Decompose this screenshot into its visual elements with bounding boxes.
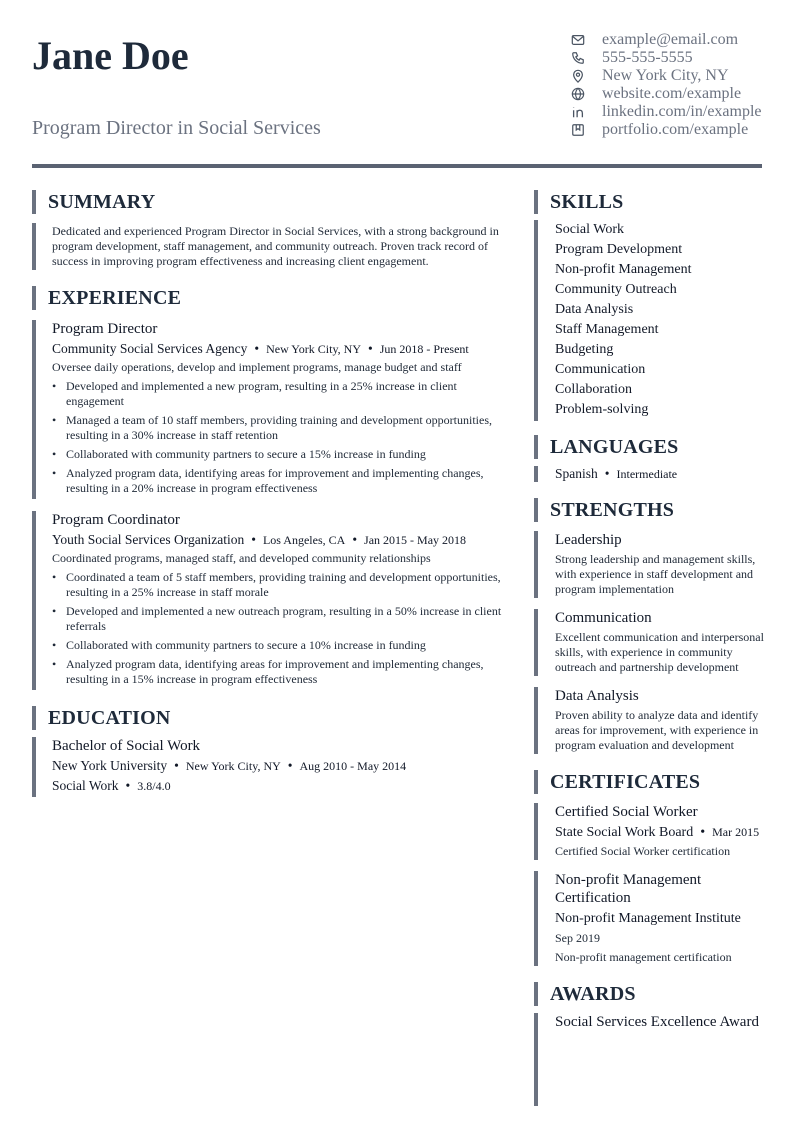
linkedin-icon [569,103,587,121]
job-org: Youth Social Services Organization [52,532,245,547]
experience-entry [32,320,512,499]
education-school: New York University [52,758,168,773]
certificate-date: Mar 2015 [712,825,760,839]
strength-entry [534,609,764,676]
certificate-title: Non-profit Management Certification [555,872,702,906]
job-bullet: • Collaborated with community partners to secure a 15% increase in funding [52,447,512,462]
language-name: Spanish [555,466,598,481]
contact-phone[interactable] [569,49,769,67]
job-dates: Jan 2015 - May 2018 [364,533,467,547]
education-gpa: 3.8/4.0 [137,779,171,793]
education-degree: Bachelor of Social Work [52,738,201,754]
education-dates: Aug 2010 - May 2014 [299,759,407,773]
skill-item: Budgeting [555,342,614,357]
education-meta: New York University • New York City, NY • Aug 2010 - May 2014 [52,758,407,773]
language-line: Spanish • Intermediate [555,466,678,481]
strength-description: Excellent communication and interpersonal skills, with experience in community outreach and partnership development [555,630,764,674]
contact-email-text: example@email.com [602,31,739,48]
header-divider [32,164,762,168]
awards-heading: AWARDS [534,982,764,1006]
skill-item: Problem-solving [555,402,649,417]
award-title: Social Services Excellence Award [555,1014,759,1030]
contact-website[interactable] [569,85,769,103]
candidate-name: Jane Doe [32,33,189,78]
job-bullet: • Collaborated with community partners to secure a 10% increase in funding [52,638,512,653]
contact-location [569,67,769,85]
right-column [534,190,764,1106]
contact-email[interactable] [569,31,769,49]
job-bullet: • Coordinated a team of 5 staff members, providing training and development opportunities, resulting in a 25% increase in staff morale [52,570,512,600]
skill-item: Communication [555,362,646,377]
contact-portfolio-text: portfolio.com/example [602,121,749,138]
job-bullet: • Developed and implemented a new outreach program, resulting in a 50% increase in client referrals [52,604,512,634]
language-level: Intermediate [616,467,678,481]
job-bullet: • Analyzed program data, identifying areas for improvement and implementing changes, resulting in a 15% increase in program effectiveness [52,657,512,687]
contact-location-text: New York City, NY [602,67,729,84]
certificate-description: Certified Social Worker certification [555,844,731,858]
certificates-heading: CERTIFICATES [534,770,764,794]
education-field: Social Work [52,778,119,793]
strength-entry [534,687,764,754]
mail-icon [569,31,587,49]
certificate-title: Certified Social Worker [555,804,698,820]
skill-item: Data Analysis [555,302,634,317]
job-bullets [52,570,512,687]
resume-header [32,30,762,140]
languages-heading: LANGUAGES [534,435,764,459]
location-icon [569,67,587,85]
education-field-line: Social Work • 3.8/4.0 [52,778,171,793]
experience-entry [32,511,512,690]
language-entry [534,466,764,482]
strength-title: Leadership [555,532,622,548]
skill-item: Social Work [555,222,624,237]
strength-title: Communication [555,610,652,626]
contact-portfolio[interactable] [569,121,769,139]
contact-phone-text: 555-555-5555 [602,49,693,66]
strength-description: Proven ability to analyze data and identify areas for improvement, with experience in program evaluation and development [555,708,759,752]
skill-item: Collaboration [555,382,632,397]
certificate-date: Sep 2019 [555,931,600,945]
education-location: New York City, NY [185,759,281,773]
job-title: Program Coordinator [52,512,180,528]
strengths-heading: STRENGTHS [534,498,764,522]
job-bullet: • Managed a team of 10 staff members, providing training and development opportunities, resulting in a 30% increase in staff retention [52,413,512,443]
experience-heading: EXPERIENCE [32,286,512,310]
certificate-entry [534,871,764,966]
job-bullet: • Analyzed program data, identifying areas for improvement and implementing changes, resulting in a 20% increase in program effectiveness [52,466,512,496]
job-dates: Jun 2018 - Present [379,342,469,356]
skills-list [534,220,764,421]
contact-linkedin[interactable] [569,103,769,121]
contact-list [569,31,769,139]
phone-icon [569,49,587,67]
certificate-description: Non-profit management certification [555,950,732,964]
portfolio-icon [569,121,587,139]
contact-website-text: website.com/example [602,85,742,102]
certificate-issuer: State Social Work Board [555,825,694,840]
education-entry [32,737,512,797]
job-org: Community Social Services Agency [52,341,248,356]
certificate-issuer: Non-profit Management Institute [555,911,741,926]
strength-title: Data Analysis [555,688,639,704]
skill-item: Program Development [555,242,683,257]
job-meta: Youth Social Services Organization • Los Angeles, CA • Jan 2015 - May 2018 [52,532,467,547]
certificate-meta: State Social Work Board • Mar 2015 [555,825,760,840]
job-bullets [52,379,512,496]
job-location: Los Angeles, CA [262,533,346,547]
education-heading: EDUCATION [32,706,512,730]
globe-icon [569,85,587,103]
job-location: New York City, NY [266,342,361,356]
certificate-entry [534,803,764,860]
job-description: Coordinated programs, managed staff, and developed community relationships [52,551,431,565]
award-entry [534,1013,764,1106]
contact-linkedin-text: linkedin.com/in/example [602,103,762,120]
skill-item: Non-profit Management [555,262,692,277]
left-column [32,190,512,797]
summary-heading: SUMMARY [32,190,512,214]
job-bullet: • Developed and implemented a new program, resulting in a 25% increase in client engagement [52,379,512,409]
skill-item: Community Outreach [555,282,677,297]
skills-heading: SKILLS [534,190,764,214]
job-title: Program Director [52,321,158,337]
job-meta: Community Social Services Agency • New York City, NY • Jun 2018 - Present [52,341,469,356]
summary-text: Dedicated and experienced Program Director in Social Services, with a strong background in program development, staff management, and community outreach. Proven track record of success in improving program effectiveness and increasing client engagement. [32,223,512,270]
candidate-role: Program Director in Social Services [32,117,321,139]
skill-item: Staff Management [555,322,659,337]
strength-entry [534,531,764,598]
strength-description: Strong leadership and management skills, with experience in staff development and program implementation [555,552,756,596]
job-description: Oversee daily operations, develop and implement programs, manage budget and staff [52,360,462,374]
